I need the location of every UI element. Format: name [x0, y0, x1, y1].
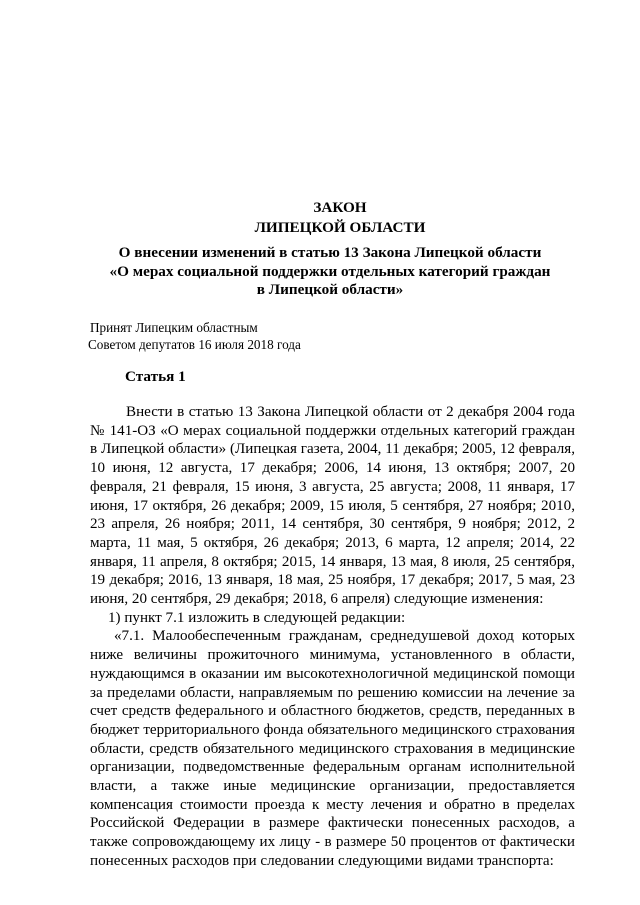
doc-type-line-1: ЗАКОН [313, 199, 367, 216]
intro-paragraph: Внести в статью 13 Закона Липецкой области от 2 декабря 2004 года № 141-ОЗ «О мерах социальной поддержки отдельных категорий граждан в Липецкой области» (Липецкая газета, 2004, 11 декабря; 2005, 12 февраля, 10 июня, 12 августа, 17 декабря; 2006, 14 июня, 13 октября; 2007, 20 февраля, 21 февраля, 15 июня, 3 августа, 25 августа; 2008, 11 января, 17 июня, 17 октября, 26 декабря; 2009, 15 июля, 5 сентября, 27 ноября; 2010, 23 апреля, 26 ноября; 2011, 14 сентября, 30 сентября, 9 ноября; 2012, 2 марта, 11 мая, 5 октября, 26 декабря; 2013, 6 марта, 12 апреля; 2014, 22 января, 11 апреля, 8 октября; 2015, 14 января, 13 мая, 8 июля, 25 сентября, 19 декабря; 2016, 13 января, 18 мая, 25 ноября, 17 декабря; 2017, 5 мая, 23 июня, 20 сентября, 29 декабря; 2018, 6 апреля) следующие изменения: [90, 404, 575, 608]
adopted-line-1: Принят Липецким областным [90, 320, 258, 335]
adopted-line-2: Советом депутатов 16 июля 2018 года [88, 337, 301, 352]
document-subtitle [105, 244, 555, 300]
subtitle-line-2: «О мерах социальной поддержки отдельных категорий граждан [109, 262, 551, 280]
subtitle-line-3: в Липецкой области» [256, 281, 404, 298]
article-heading: Статья 1 [125, 368, 186, 385]
quoted-clause-7-1: «7.1. Малообеспеченным гражданам, среднедушевой доход которых ниже величины прожиточного минимума, установленного в области, нуждающимся в оказании им высокотехнологичной медицинской помощи за пределами области, направляемым по решению комиссии на лечение за счет средств федерального и областного бюджетов, средств, переданных в бюджет территориального фонда обязательного медицинского страхования области, средств обязательного медицинского страхования в медицинские организации, подведомственные федеральным органам исполнительной власти, а также иные медицинские организации, предоставляется компенсация стоимости проезда к месту лечения и обратно в пределах Российской Федерации в размере фактически понесенных расходов, а также сопровождающему их лицу - в размере 50 процентов от фактически понесенных расходов при следовании следующими видами транспорта: [90, 628, 575, 869]
item-1-paragraph: 1) пункт 7.1 изложить в следующей редакции: [108, 609, 406, 626]
article-body [90, 403, 575, 871]
doc-type-line-2: ЛИПЕЦКОЙ ОБЛАСТИ [254, 219, 426, 236]
document-title [0, 198, 640, 238]
adoption-note [88, 319, 301, 353]
subtitle-line-1: О внесении изменений в статью 13 Закона Липецкой области [118, 244, 542, 261]
